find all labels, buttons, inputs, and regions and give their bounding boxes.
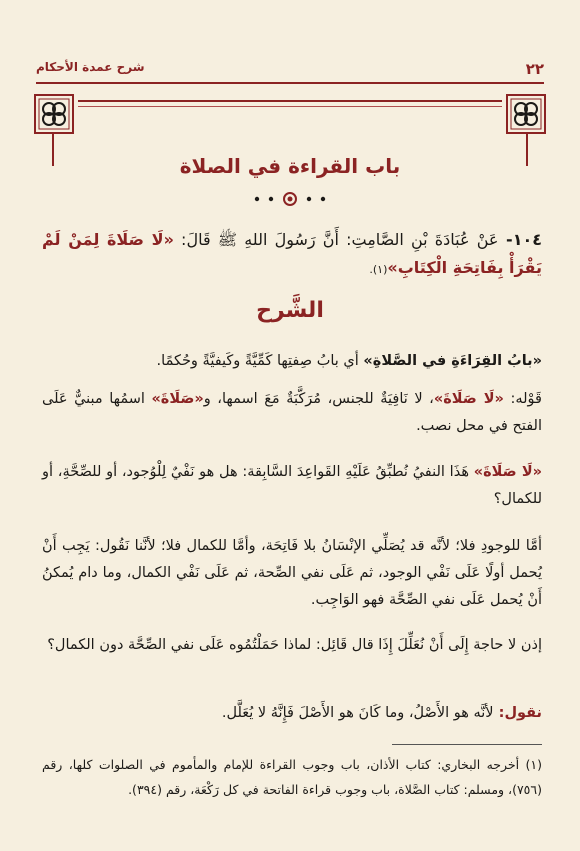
running-header — [36, 60, 544, 84]
footnote-ref: (١). — [369, 263, 388, 276]
book-title: شرح عمدة الأحكام — [36, 60, 145, 74]
paragraph-text: لأنَّه هو الأَصْلُ، وما كَانَ هو الأَصْلَ فَإِنَّهُ لا يُعَلَّل. — [221, 705, 494, 721]
chapter-title: باب القراءة في الصلاة — [179, 154, 401, 178]
paragraph-text: هَذَا النفيُ نُطبِّقُ عَلَيْهِ القَواعِدَ السَّابِقة: هل هو نَفْيٌ لِلْوُجود، أو للصِّحَّةِ، أو للكمال؟ — [42, 464, 542, 507]
paragraph-text: ، لا نَافِيَةٌ للجنس، مُرَكَّبَةٌ مَعَ اسمها، و — [203, 391, 434, 407]
quote-highlight: «لَا صَلَاةَ» — [433, 391, 504, 407]
paragraph-text: أي بابُ صِفتِها كَمِّيَّةً وكَيفيَّةً وحُكمًا. — [156, 353, 364, 369]
paragraph-text: قَوْله: — [503, 391, 542, 407]
hadith-narrator: عَنْ عُبَادَةَ بْنِ الصَّامِتِ: أَنَّ رَسُولَ اللهِ ﷺ قَالَ: — [173, 230, 499, 249]
paragraph — [42, 348, 542, 375]
quote-highlight: نقول: — [493, 705, 542, 721]
paragraph — [42, 386, 542, 440]
frame-top-rule-thin — [78, 106, 502, 107]
paragraph-text: اسمُها مبنيٌّ عَلَى الفتح في محل نصب. — [42, 391, 542, 434]
sharh-heading: الشَّرح — [256, 298, 324, 323]
quote-highlight: «لَا صَلَاةَ» — [473, 464, 542, 480]
hadith-number: ١٠٤- — [498, 230, 542, 249]
divider-ornament — [0, 191, 580, 210]
paragraph — [42, 700, 542, 727]
dots-divider-icon — [245, 192, 335, 206]
quote-highlight: «صَلَاةَ» — [151, 391, 204, 407]
footnote: (١) أخرجه البخاري: كتاب الأذان، باب وجوب القراءة للإمام والمأموم في الصلوات كلها، رقم (٧٥٦)، ومسلم: كتاب الصَّلاة، باب وجوب قراءة الفاتحة في كل رَكْعَة، رقم (٣٩٤). — [42, 757, 542, 797]
chapter-quote: «بابُ القِرَاءَةِ في الصَّلاةِ» — [363, 353, 542, 369]
page-number: ٢٢ — [525, 60, 544, 78]
knot-ornament-icon — [34, 94, 74, 134]
footnote-rule — [392, 744, 542, 745]
paragraph: أمَّا للوجودِ فلا؛ لأنَّه قد يُصَلِّي الإنْسَانُ بلا فَاتِحَة، وأمَّا للكمال فلا؛ لأنَّنا نَقُول: يَجِب أَنْ يُحمل أولًا عَلَى نَفْي الوجود، ثم عَلَى نفي الصِّحة، ثم عَلَى نَفْي الكمال، وما دام يُمكنُ أَنْ يُحمل عَلَى نفي الصِّحَّة فهو الوَاجِب. — [42, 538, 542, 608]
hadith-text — [42, 226, 542, 284]
paragraph — [42, 459, 542, 513]
frame-top-rule — [78, 100, 502, 102]
knot-ornament-icon — [506, 94, 546, 134]
hadith-quote: «لَا صَلَاةَ لِمَنْ لَمْ يَقْرَأْ بِفَاتِحَةِ الْكِتَابِ» — [42, 230, 542, 277]
paragraph: إذن لا حاجة إِلَى أَنْ نُعَلِّلَ إِذَا قال قَائِل: لماذا حَمَلْتُمُوه عَلَى نفي الصِّحَّة دون الكمال؟ — [47, 637, 542, 653]
